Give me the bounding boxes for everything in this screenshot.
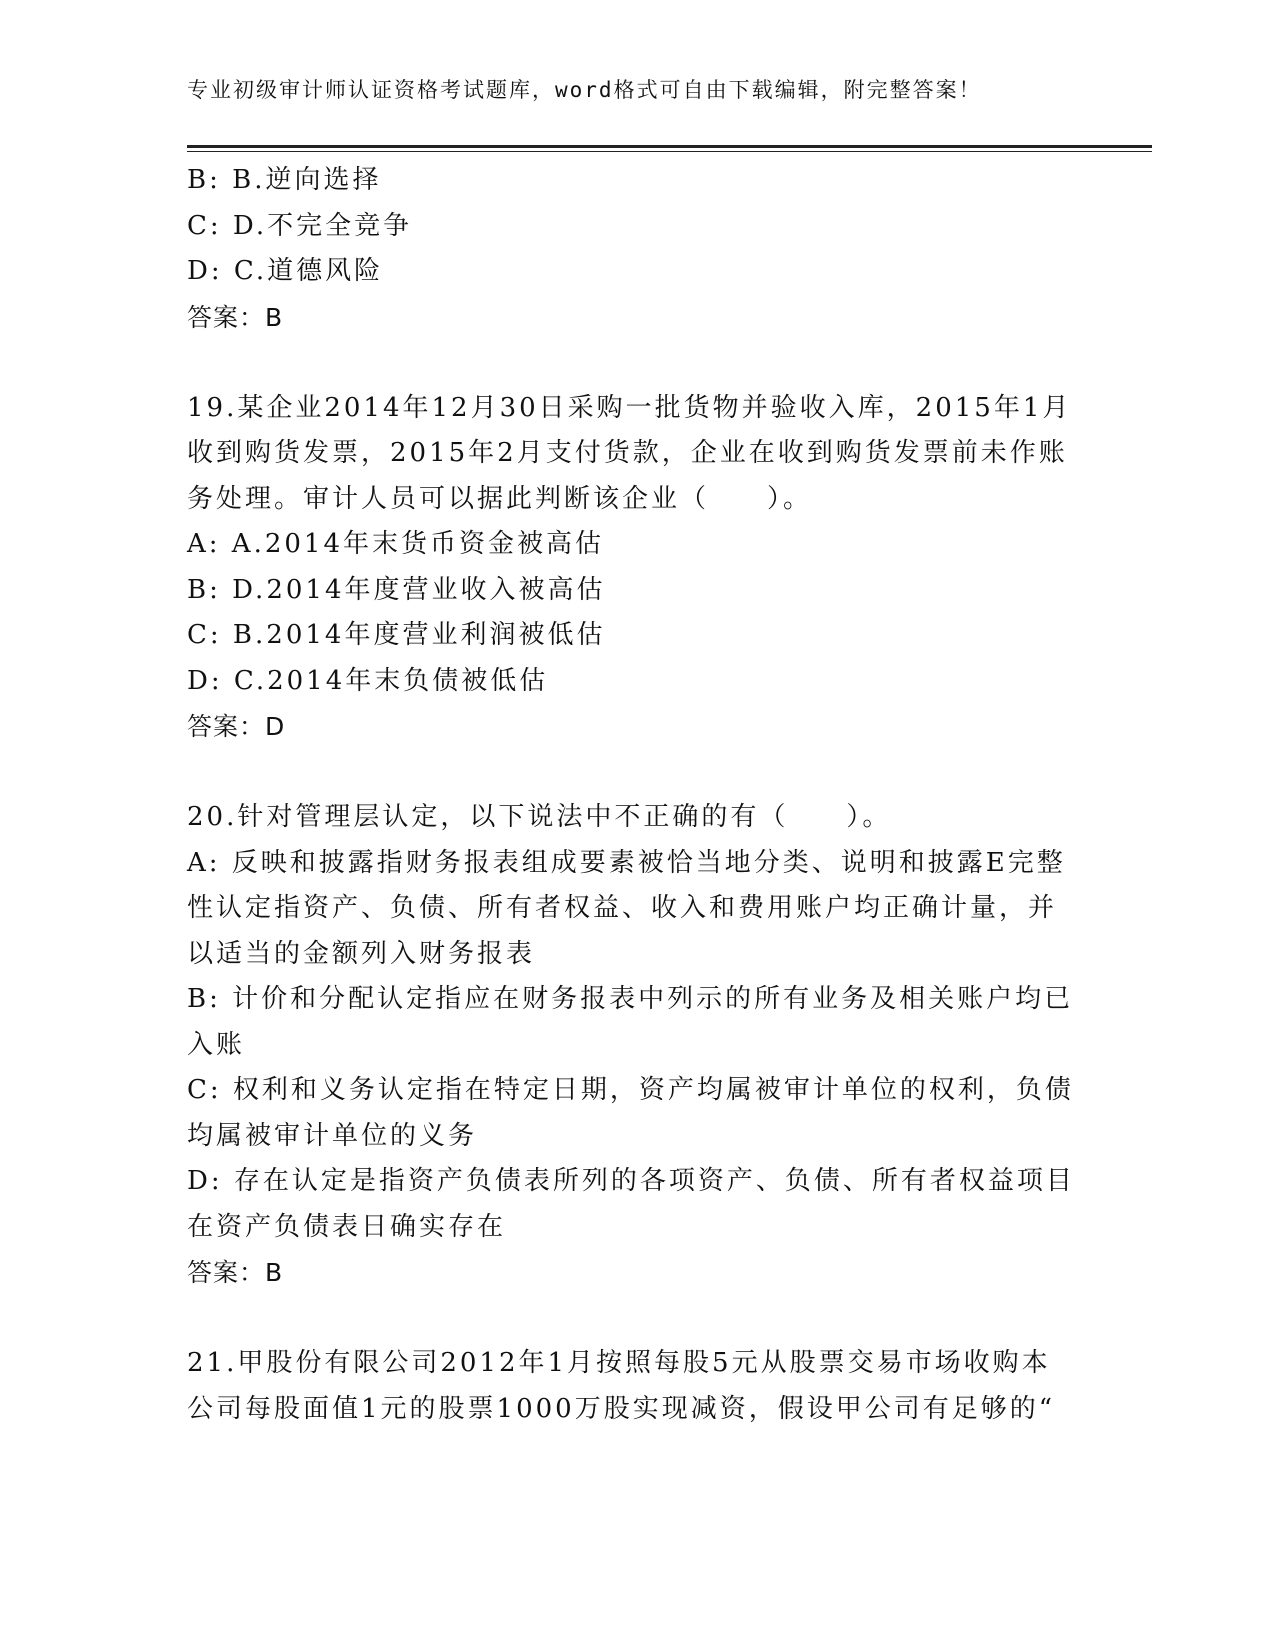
q19-option-d: D: C.2014年末负债被低估: [187, 665, 549, 696]
q20-option-c-line-2: 均属被审计单位的义务: [187, 1120, 478, 1151]
q20-stem-line-1: 20.针对管理层认定，以下说法中不正确的有（ ）。: [187, 802, 892, 832]
q19-stem-line-1: 19.某企业2014年12月30日采购一批货物并验收入库，2015年1月: [187, 392, 1072, 423]
q20-option-c-line-1: C: 权利和义务认定指在特定日期，资产均属被审计单位的权利，负债: [187, 1075, 1074, 1105]
q18-option-b: B: B.逆向选择: [187, 165, 382, 195]
q20-option-b-line-1: B: 计价和分配认定指应在财务报表中列示的所有业务及相关账户均已: [187, 984, 1074, 1014]
page-header: 专业初级审计师认证资格考试题库，word格式可自由下载编辑，附完整答案！: [187, 78, 982, 102]
q20-option-d-line-2: 在资产负债表日确实存在: [187, 1211, 507, 1242]
q19-stem-line-3: 务处理。审计人员可以据此判断该企业（ ）。: [187, 483, 813, 514]
spacer: [187, 750, 1087, 796]
q18-answer: 答案：B: [187, 302, 284, 332]
q19-answer: 答案：D: [187, 712, 286, 741]
q21-stem-line-2: 公司每股面值1元的股票1000万股实现减资，假设甲公司有足够的“: [187, 1393, 1056, 1424]
q20-option-a-line-3: 以适当的金额列入财务报表: [187, 938, 536, 969]
q19-option-c: C: B.2014年度营业利润被低估: [187, 620, 606, 650]
spacer: [187, 1296, 1087, 1342]
q19-option-a: A: A.2014年末货币资金被高估: [187, 529, 605, 559]
question-content: [187, 158, 1087, 1432]
header-rule-thin: [187, 151, 1152, 152]
q19-option-b: B: D.2014年度营业收入被高估: [187, 574, 606, 605]
spacer: [187, 340, 1087, 386]
q18-option-d: D: C.道德风险: [187, 256, 384, 286]
q20-option-a-line-2: 性认定指资产、负债、所有者权益、收入和费用账户均正确计量，并: [187, 893, 1058, 923]
q20-answer: 答案：B: [187, 1258, 284, 1287]
q18-option-c: C: D.不完全竞争: [187, 210, 413, 241]
q19-stem-line-2: 收到购货发票，2015年2月支付货款，企业在收到购货发票前未作账: [187, 438, 1068, 468]
q20-option-b-line-2: 入账: [187, 1029, 246, 1060]
q21-stem-line-1: 21.甲股份有限公司2012年1月按照每股5元从股票交易市场收购本: [187, 1348, 1051, 1378]
q20-option-a-line-1: A: 反映和披露指财务报表组成要素被恰当地分类、说明和披露E完整: [187, 847, 1066, 878]
header-rule-thick: [187, 145, 1152, 148]
q20-option-d-line-1: D: 存在认定是指资产负债表所列的各项资产、负债、所有者权益项目: [187, 1166, 1075, 1196]
